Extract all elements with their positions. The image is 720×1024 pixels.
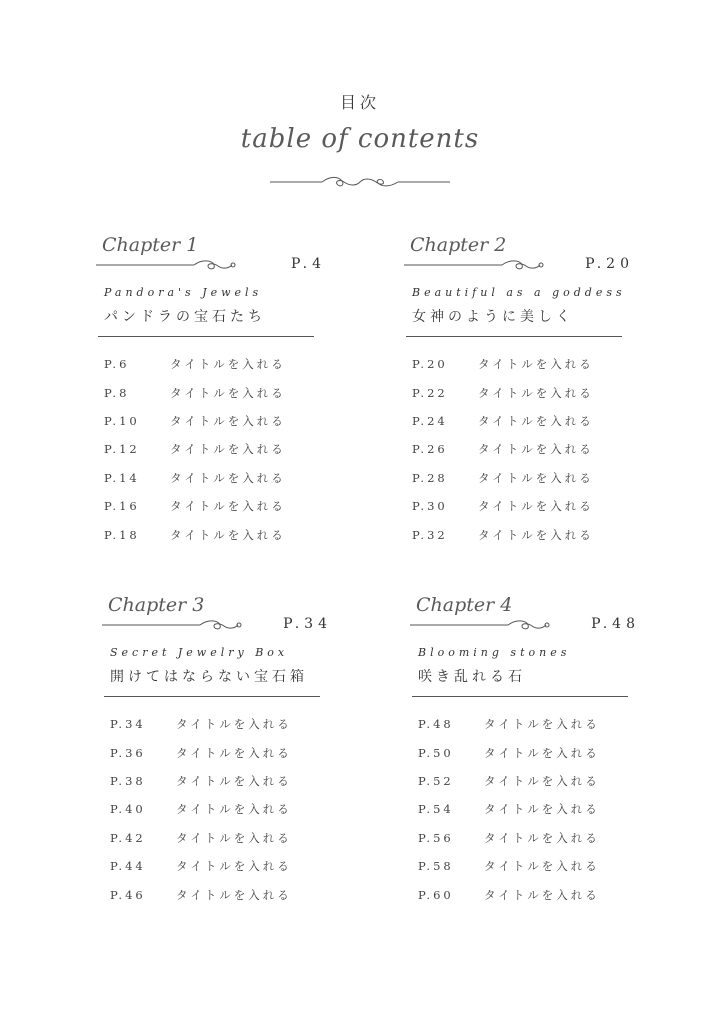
toc-entry-title: タイトルを入れる [484,773,600,788]
toc-entry[interactable] [418,824,638,852]
toc-entry-title: タイトルを入れる [478,470,594,485]
chapter-flourish-ornament [102,618,242,632]
toc-entry-page: P.20 [412,357,448,372]
toc-entry[interactable] [110,795,330,823]
toc-entry-page: P.18 [104,527,140,542]
toc-entry-page: P.16 [104,499,140,514]
chapter-title-en: Beautiful as a goddess [412,286,626,299]
chapter-page-number: P.4 [291,256,326,272]
toc-entry-title: タイトルを入れる [176,802,292,817]
chapter-title-en: Pandora's Jewels [104,286,263,299]
toc-entry-title: タイトルを入れる [176,859,292,874]
toc-entry-page: P.14 [104,470,140,485]
toc-entry-title: タイトルを入れる [478,499,594,514]
chapter-script-label: Chapter 4 [416,594,513,616]
toc-entry-title: タイトルを入れる [484,830,600,845]
chapter-script-label: Chapter 2 [410,234,507,256]
toc-entry[interactable] [412,492,632,520]
toc-entry-title: タイトルを入れる [484,859,600,874]
toc-entry-title: タイトルを入れる [478,385,594,400]
toc-entry-title: タイトルを入れる [176,745,292,760]
toc-entry[interactable] [104,378,324,406]
chapter-title-en: Blooming stones [418,646,571,659]
toc-entry-page: P.48 [418,717,454,732]
toc-entry[interactable] [412,520,632,548]
toc-entry-page: P.26 [412,442,448,457]
toc-entry-title: タイトルを入れる [478,527,594,542]
toc-entry-title: タイトルを入れる [176,830,292,845]
chapter-title-jp: 咲き乱れる石 [418,669,526,685]
toc-entry-page: P.8 [104,385,130,400]
chapter-flourish-ornament [96,258,236,272]
title-flourish-ornament [270,172,450,192]
chapter-flourish-ornament [404,258,544,272]
chapter-page-number: P.20 [585,256,634,272]
chapter-script-label: Chapter 1 [102,234,199,256]
toc-entry[interactable] [418,880,638,908]
toc-entry[interactable] [104,520,324,548]
toc-entry[interactable] [418,738,638,766]
chapter-divider [104,696,320,697]
toc-entry-page: P.34 [110,717,146,732]
toc-entry[interactable] [110,852,330,880]
toc-entry-title: タイトルを入れる [176,717,292,732]
toc-entry[interactable] [104,350,324,378]
toc-entry-page: P.28 [412,470,448,485]
toc-entry[interactable] [418,767,638,795]
toc-entry-title: タイトルを入れる [484,745,600,760]
toc-entry[interactable] [412,378,632,406]
toc-entry-page: P.50 [418,745,454,760]
toc-entry-page: P.38 [110,773,146,788]
chapter-3-section [102,594,332,904]
chapter-flourish-ornament [410,618,550,632]
toc-entry-title: タイトルを入れる [484,802,600,817]
toc-entry-page: P.30 [412,499,448,514]
chapter-entry-list [110,710,330,909]
toc-entry-page: P.6 [104,357,130,372]
toc-entry-title: タイトルを入れる [170,385,286,400]
chapter-2-section [404,234,634,544]
toc-entry-page: P.10 [104,413,140,428]
chapter-title-jp: 女神のように美しく [412,309,574,325]
toc-entry-page: P.58 [418,859,454,874]
toc-entry-page: P.42 [110,830,146,845]
chapter-entry-list [104,350,324,549]
toc-entry-page: P.56 [418,830,454,845]
toc-entry-title: タイトルを入れる [478,413,594,428]
toc-entry-page: P.36 [110,745,146,760]
toc-entry-title: タイトルを入れる [170,357,286,372]
toc-entry[interactable] [104,407,324,435]
chapter-script-label: Chapter 3 [108,594,205,616]
toc-entry-title: タイトルを入れる [170,527,286,542]
toc-entry-title: タイトルを入れる [176,773,292,788]
toc-entry[interactable] [110,880,330,908]
page-title-script: table of contents [240,124,480,154]
toc-entry[interactable] [104,435,324,463]
toc-entry-title: タイトルを入れる [170,499,286,514]
toc-entry[interactable] [412,464,632,492]
chapter-divider [98,336,314,337]
toc-entry-title: タイトルを入れる [170,413,286,428]
toc-entry[interactable] [412,350,632,378]
toc-entry-page: P.46 [110,887,146,902]
chapter-1-section [96,234,326,544]
toc-entry-page: P.54 [418,802,454,817]
page-title-jp: 目次 [339,93,380,112]
chapter-page-number: P.34 [283,616,332,632]
chapter-title-jp: パンドラの宝石たち [104,309,266,325]
toc-entry-title: タイトルを入れる [170,442,286,457]
toc-entry-title: タイトルを入れる [176,887,292,902]
toc-entry[interactable] [104,464,324,492]
toc-entry[interactable] [110,824,330,852]
toc-entry-page: P.40 [110,802,146,817]
toc-entry[interactable] [412,407,632,435]
toc-entry[interactable] [418,852,638,880]
toc-entry[interactable] [104,492,324,520]
toc-entry[interactable] [110,767,330,795]
chapter-title-en: Secret Jewelry Box [110,646,289,659]
toc-entry-page: P.60 [418,887,454,902]
toc-entry-title: タイトルを入れる [478,442,594,457]
toc-entry[interactable] [418,795,638,823]
toc-entry-title: タイトルを入れる [484,887,600,902]
toc-entry-page: P.22 [412,385,448,400]
toc-entry-page: P.44 [110,859,146,874]
chapter-title-jp: 開けてはならない宝石箱 [110,669,308,685]
chapter-4-section [410,594,640,904]
toc-entry-page: P.24 [412,413,448,428]
toc-entry-title: タイトルを入れる [478,357,594,372]
chapter-page-number: P.48 [591,616,640,632]
chapter-divider [406,336,622,337]
toc-entry[interactable] [412,435,632,463]
toc-entry-title: タイトルを入れる [484,717,600,732]
toc-entry[interactable] [110,738,330,766]
toc-entry[interactable] [110,710,330,738]
chapter-entry-list [418,710,638,909]
toc-entry-title: タイトルを入れる [170,470,286,485]
chapter-divider [412,696,628,697]
toc-entry-page: P.12 [104,442,140,457]
toc-entry[interactable] [418,710,638,738]
toc-entry-page: P.32 [412,527,448,542]
chapter-entry-list [412,350,632,549]
toc-entry-page: P.52 [418,773,454,788]
